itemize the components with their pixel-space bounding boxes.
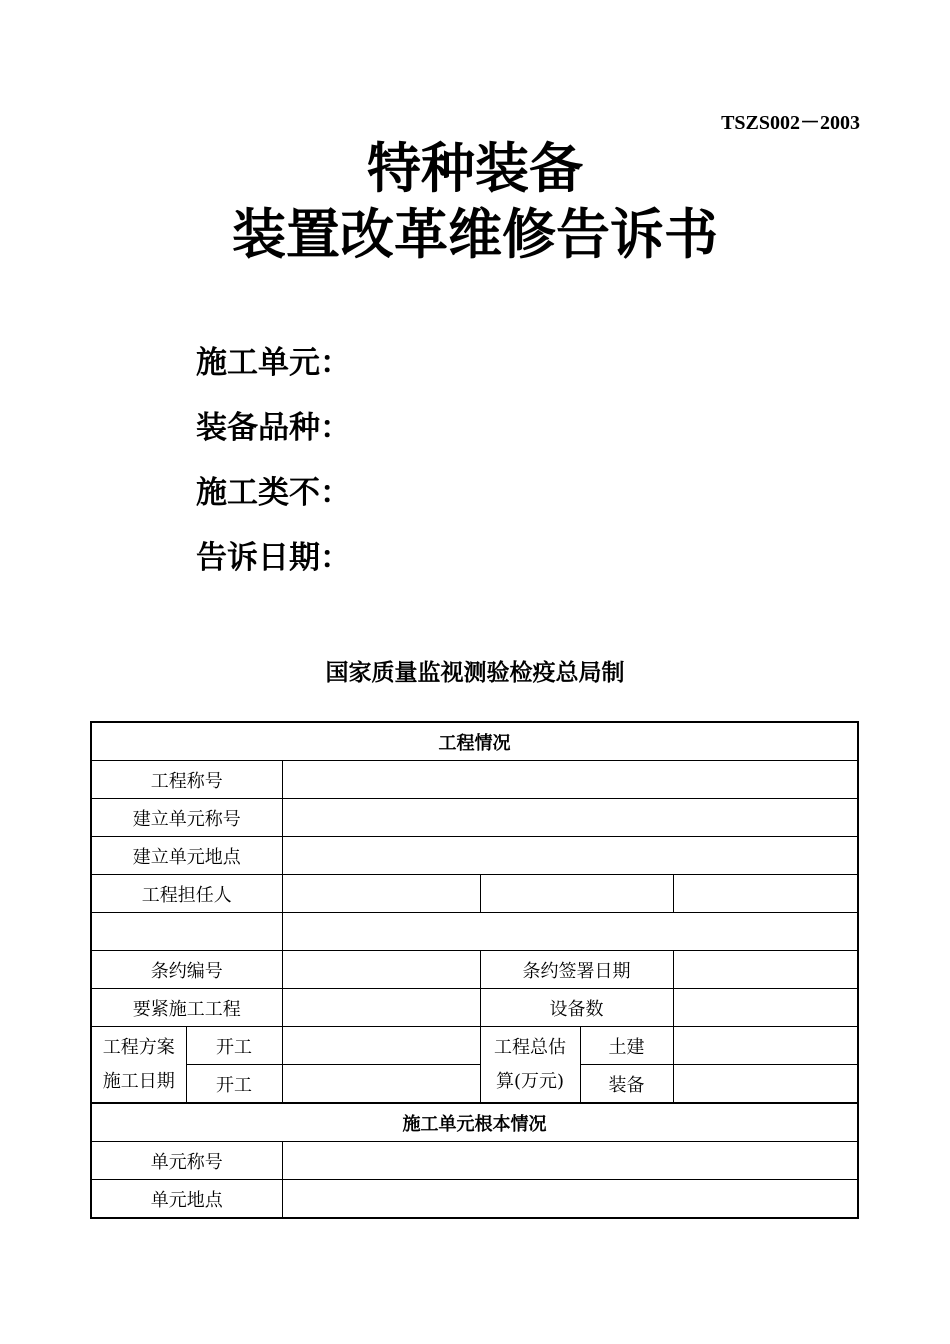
label-contract-no: 条约编号 <box>91 951 282 989</box>
label-contract-date: 条约签署日期 <box>480 951 673 989</box>
label-budget-line-1: 工程总估 <box>494 1036 566 1058</box>
label-equipment-count: 设备数 <box>480 989 673 1027</box>
label-plan-date-line-2: 施工日期 <box>102 1070 175 1092</box>
label-unit-name: 单元称号 <box>91 1142 282 1180</box>
field-construction-unit: 施工单元： <box>196 345 351 381</box>
label-budget <box>480 1027 580 1104</box>
section-project-info: 工程情况 <box>91 722 858 761</box>
title-line-2: 装置改革维修告诉书 <box>232 202 718 266</box>
label-project-name: 工程称号 <box>91 761 282 799</box>
value-builder-address[interactable] <box>282 837 858 875</box>
value-manager-extra-1[interactable] <box>480 875 673 913</box>
blank-label <box>91 913 282 951</box>
value-equipment-count[interactable] <box>673 989 858 1027</box>
cover-fields <box>196 336 351 596</box>
info-table <box>90 721 859 1219</box>
document-code: TSZS002－2003 <box>721 112 860 134</box>
value-unit-name[interactable] <box>282 1142 858 1180</box>
label-civil: 土建 <box>580 1027 673 1065</box>
label-builder-address: 建立单元地点 <box>91 837 282 875</box>
label-plan-date <box>91 1027 186 1104</box>
label-start-1: 开工 <box>186 1027 282 1065</box>
label-start-2: 开工 <box>186 1065 282 1104</box>
label-equipment: 装备 <box>580 1065 673 1104</box>
value-project-name[interactable] <box>282 761 858 799</box>
field-construction-category: 施工类不： <box>196 475 351 511</box>
value-builder-name[interactable] <box>282 799 858 837</box>
value-manager-extra-2[interactable] <box>673 875 858 913</box>
value-unit-address[interactable] <box>282 1180 858 1219</box>
value-civil[interactable] <box>673 1027 858 1065</box>
value-equipment[interactable] <box>673 1065 858 1104</box>
value-project-manager[interactable] <box>282 875 480 913</box>
value-start-2[interactable] <box>282 1065 480 1104</box>
value-main-works[interactable] <box>282 989 480 1027</box>
label-main-works: 要紧施工工程 <box>91 989 282 1027</box>
label-builder-name: 建立单元称号 <box>91 799 282 837</box>
title-line-1: 特种装备 <box>367 136 583 200</box>
value-contract-date[interactable] <box>673 951 858 989</box>
issuer: 国家质量监视测验检疫总局制 <box>325 659 625 686</box>
label-unit-address: 单元地点 <box>91 1180 282 1219</box>
label-budget-line-2: 算(万元) <box>495 1070 565 1092</box>
label-plan-date-line-1: 工程方案 <box>102 1036 175 1058</box>
blank-value[interactable] <box>282 913 858 951</box>
section-unit-info: 施工单元根本情况 <box>91 1103 858 1142</box>
field-equipment-type: 装备品种： <box>196 410 351 446</box>
field-notice-date: 告诉日期： <box>196 540 351 576</box>
value-contract-no[interactable] <box>282 951 480 989</box>
value-start-1[interactable] <box>282 1027 480 1065</box>
label-project-manager: 工程担任人 <box>91 875 282 913</box>
